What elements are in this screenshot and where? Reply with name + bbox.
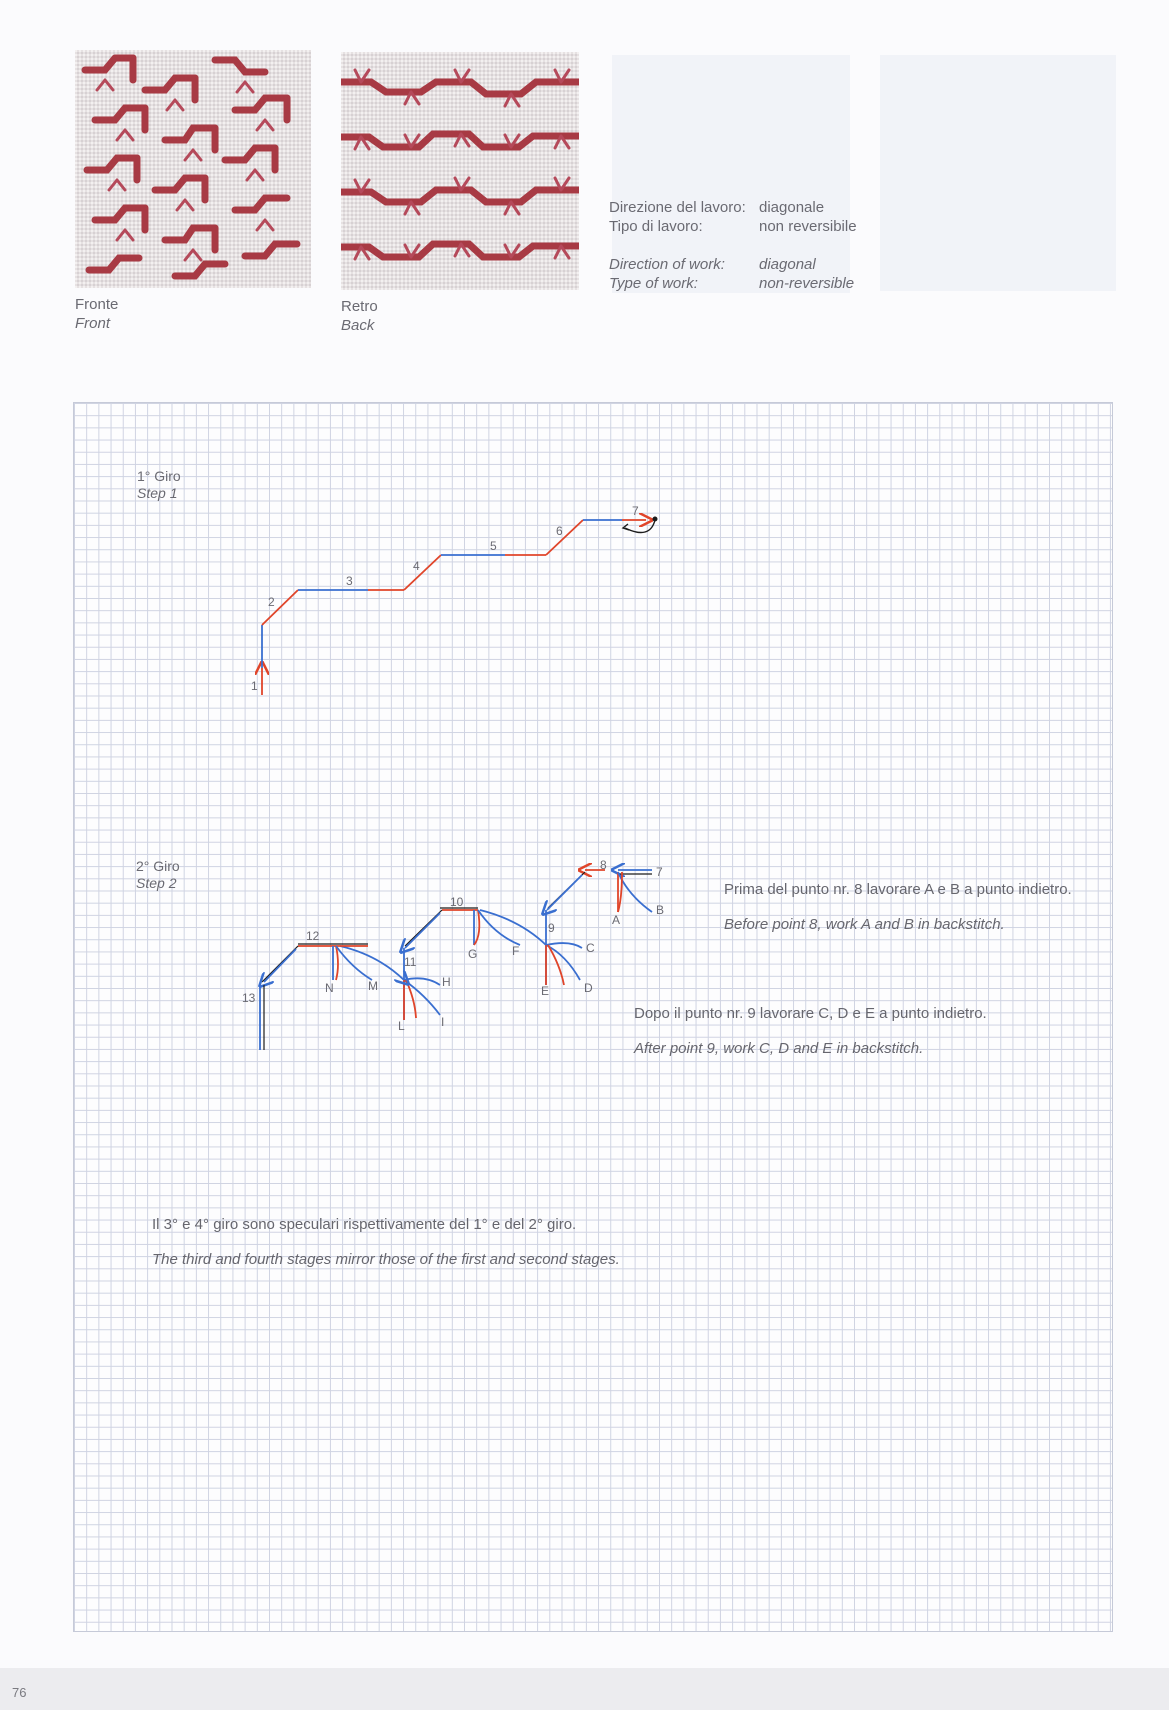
step1-title-en: Step 1 — [137, 485, 178, 501]
back-caption-it: Retro — [341, 298, 378, 315]
note-after-9-it: Dopo il punto nr. 9 lavorare C, D e E a punto indietro. — [634, 1005, 987, 1022]
step2-title-en: Step 2 — [136, 875, 177, 891]
type-label-en: Type of work: — [609, 275, 698, 292]
step1-point-6: 6 — [556, 524, 563, 538]
step1-point-4: 4 — [413, 559, 420, 573]
type-label-it: Tipo di lavoro: — [609, 218, 703, 235]
direction-value-it: diagonale — [759, 199, 825, 216]
step2-point-10: 10 — [450, 895, 464, 909]
step2-point-8: 8 — [600, 858, 607, 872]
front-caption-it: Fronte — [75, 296, 119, 313]
step1-stitch-path — [262, 517, 658, 696]
note-before-8-en: Before point 8, work A and B in backstitch. — [724, 916, 1005, 933]
step2-letter-D: D — [584, 981, 593, 995]
step2-point-13: 13 — [242, 991, 256, 1005]
note-before-8-it: Prima del punto nr. 8 lavorare A e B a punto indietro. — [724, 881, 1072, 898]
step2-letter-N: N — [325, 981, 334, 995]
step1-title-it: 1° Giro — [137, 468, 181, 484]
type-value-it: non reversibile — [759, 218, 857, 235]
direction-value-en: diagonal — [759, 256, 816, 273]
page-number: 76 — [12, 1685, 27, 1700]
step2-letter-H: H — [442, 975, 451, 989]
step2-letter-B: B — [656, 903, 665, 917]
step2-letter-labels — [325, 903, 664, 1033]
direction-label-en: Direction of work: — [609, 256, 725, 273]
step2-letter-I: I — [441, 1015, 445, 1029]
step2-letter-M: M — [368, 979, 378, 993]
step1-point-5: 5 — [490, 539, 497, 553]
step2-title-it: 2° Giro — [136, 858, 180, 874]
direction-label-it: Direzione del lavoro: — [609, 199, 746, 216]
step2-point-12: 12 — [306, 929, 320, 943]
step1-point-7: 7 — [632, 504, 639, 518]
step2-point-7: 7 — [656, 865, 663, 879]
step2-point-9: 9 — [548, 921, 555, 935]
page-footer-band — [0, 1668, 1169, 1710]
note-after-9-en: After point 9, work C, D and E in backstitch. — [634, 1040, 924, 1057]
step2-point-11: 11 — [404, 955, 417, 969]
step2-letter-L: L — [398, 1019, 405, 1033]
note-mirror-en: The third and fourth stages mirror those of the first and second stages. — [152, 1251, 620, 1268]
front-caption-en: Front — [75, 315, 111, 332]
step2-letter-A: A — [612, 913, 621, 927]
step2-point-labels — [242, 858, 663, 1005]
step1-point-3: 3 — [346, 574, 353, 588]
step2-letter-G: G — [468, 947, 478, 961]
step1-point-2: 2 — [268, 595, 275, 609]
type-value-en: non-reversible — [759, 275, 855, 292]
back-caption-en: Back — [341, 317, 375, 334]
step1-point-labels — [251, 504, 639, 693]
note-mirror-it: Il 3° e 4° giro sono speculari rispettivamente del 1° e del 2° giro. — [152, 1216, 577, 1233]
step2-letter-F: F — [512, 944, 520, 958]
step2-letter-E: E — [541, 984, 550, 998]
step2-letter-C: C — [586, 941, 595, 955]
step1-point-1: 1 — [251, 679, 258, 693]
